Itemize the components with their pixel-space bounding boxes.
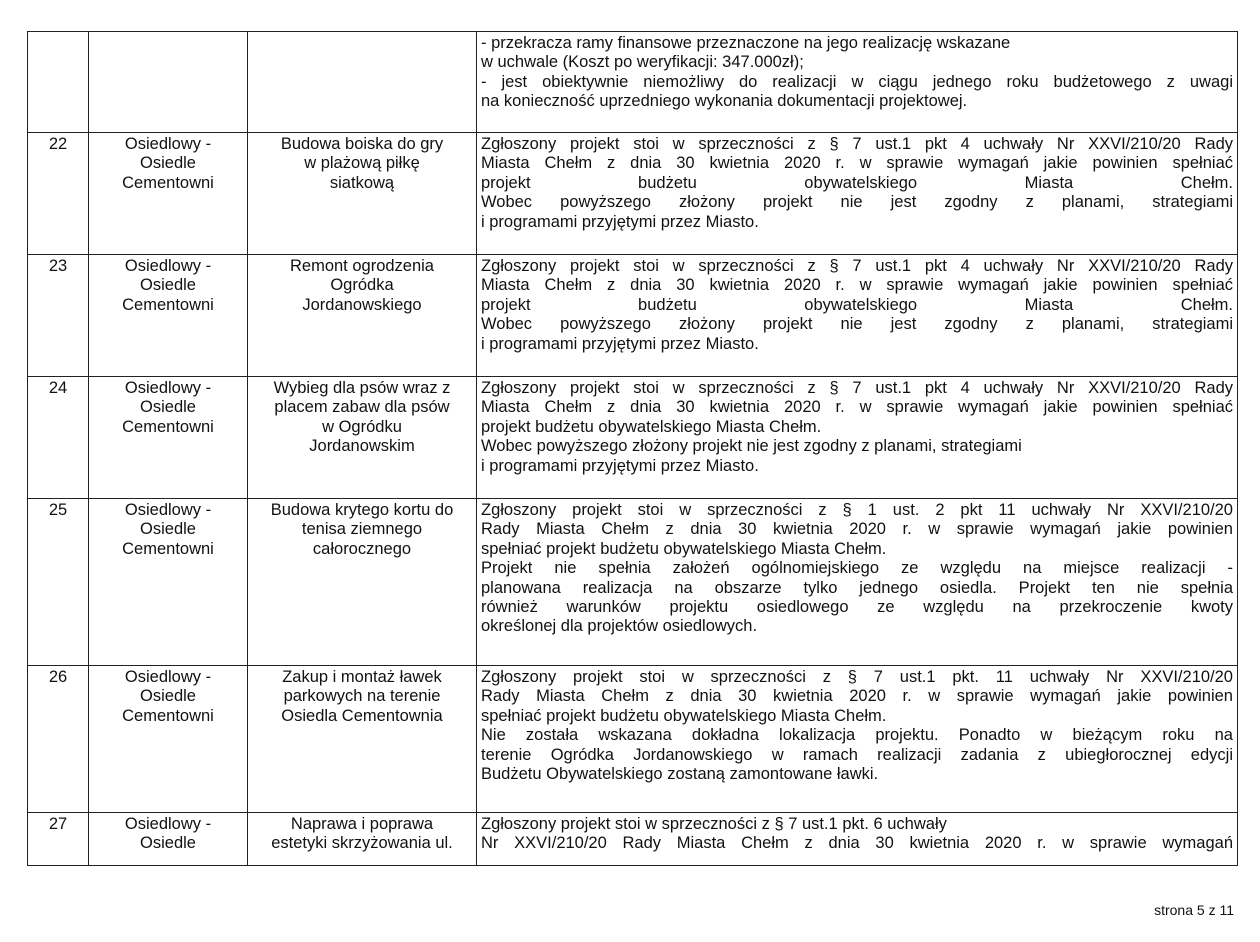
rejection-reason-line: spełniać projekt budżetu obywatelskiego Miasta Chełm. xyxy=(481,706,887,725)
rejection-reason-line: Rady Miasta Chełm z dnia 30 kwietnia 2020 r. w sprawie wymagań jakie powinien xyxy=(481,520,1233,539)
project-title-line: estetyki skrzyżowania ul. xyxy=(271,834,453,853)
project-type-cell xyxy=(89,666,248,813)
project-type-cell xyxy=(89,255,248,377)
row-number: 25 xyxy=(48,501,68,519)
project-title-line: Jordanowskiego xyxy=(302,295,422,314)
project-type-line: Osiedle xyxy=(140,398,196,417)
rejection-reason-line: spełniać projekt budżetu obywatelskiego Miasta Chełm. xyxy=(481,539,887,558)
project-title-cell xyxy=(248,133,477,255)
rejection-reason-cell xyxy=(477,666,1238,813)
rejection-reason-line: planowana realizacja na obszarze tylko jednego osiedla. Projekt ten nie spełnia xyxy=(481,578,1233,597)
row-number: 27 xyxy=(48,815,68,833)
table-row xyxy=(28,377,1238,499)
rejection-reason-cell xyxy=(477,32,1238,133)
rejection-reason-line: Rady Miasta Chełm z dnia 30 kwietnia 2020 r. w sprawie wymagań jakie powinien xyxy=(481,687,1233,706)
rejection-reason-line: Nie została wskazana dokładna lokalizacja projektu. Ponadto w bieżącym roku na xyxy=(481,726,1233,745)
rejection-reason-line: Miasta Chełm z dnia 30 kwietnia 2020 r. w sprawie wymagań jakie powinien spełniać xyxy=(481,276,1233,295)
table-row xyxy=(28,133,1238,255)
rejection-reason-line: na konieczność uprzedniego wykonania dokumentacji projektowej. xyxy=(481,92,968,111)
row-number: 22 xyxy=(48,135,68,153)
rejection-reason-line: i programami przyjętymi przez Miasto. xyxy=(481,334,759,353)
rejection-reason-cell xyxy=(477,255,1238,377)
page-number: strona 5 z 11 xyxy=(1154,902,1234,918)
table-row xyxy=(28,499,1238,666)
rejection-reason-line: - jest obiektywnie niemożliwy do realizacji w ciągu jednego roku budżetowego z uwagi xyxy=(481,72,1233,91)
project-title-line: Remont ogrodzenia xyxy=(289,257,434,275)
project-type-line: Osiedle xyxy=(140,834,196,853)
projects-table-body xyxy=(28,32,1238,866)
project-title-line: placem zabaw dla psów xyxy=(274,398,450,417)
table-row xyxy=(28,255,1238,377)
project-type-line: Osiedlowy - xyxy=(124,135,212,153)
project-title-line: Zakup i montaż ławek xyxy=(282,668,442,686)
project-title-line: Budowa krytego kortu do xyxy=(270,501,454,519)
project-type-line: Osiedlowy - xyxy=(124,815,212,833)
project-type-line: Osiedlowy - xyxy=(124,257,212,275)
row-number: 26 xyxy=(48,668,68,686)
rejection-reason-line: projekt budżetu obywatelskiego Miasta Chełm. xyxy=(481,295,1233,314)
project-title-line: tenisa ziemnego xyxy=(301,520,423,539)
rejection-reason-line: - przekracza ramy finansowe przeznaczone na jego realizację wskazane xyxy=(481,34,1011,52)
project-type-cell xyxy=(89,133,248,255)
projects-table xyxy=(27,31,1238,866)
rejection-reason-line: terenie Ogródka Jordanowskiego w ramach realizacji zadania z ubiegłorocznej edycji xyxy=(481,745,1233,764)
row-number: 24 xyxy=(48,379,68,397)
rejection-reason-line: Wobec powyższego złożony projekt nie jest zgodny z planami, strategiami xyxy=(481,315,1233,334)
project-title-line: siatkową xyxy=(329,173,395,192)
project-type-line: Osiedlowy - xyxy=(124,379,212,397)
rejection-reason-line: określonej dla projektów osiedlowych. xyxy=(481,617,758,636)
rejection-reason-line: Wobec powyższego złożony projekt nie jest zgodny z planami, strategiami xyxy=(481,193,1233,212)
rejection-reason-line: również warunków projektu osiedlowego ze względu na przekroczenie kwoty xyxy=(481,598,1233,617)
project-title-cell xyxy=(248,377,477,499)
project-title-line: Naprawa i poprawa xyxy=(290,815,434,833)
project-type-line: Osiedle xyxy=(140,520,196,539)
rejection-reason-line: Zgłoszony projekt stoi w sprzeczności z § 7 ust.1 pkt. 6 uchwały xyxy=(481,815,947,833)
rejection-reason-cell xyxy=(477,133,1238,255)
project-type-cell xyxy=(89,32,248,133)
rejection-reason-line: w uchwale (Koszt po weryfikacji: 347.000zł); xyxy=(481,53,804,72)
project-title-cell xyxy=(248,813,477,866)
rejection-reason-line: Zgłoszony projekt stoi w sprzeczności z § 7 ust.1 pkt 4 uchwały Nr XXVI/210/20 Rady xyxy=(481,135,1233,153)
row-number: 23 xyxy=(48,257,68,275)
project-type-line: Cementowni xyxy=(122,295,214,314)
project-type-line: Cementowni xyxy=(122,539,214,558)
row-number-cell xyxy=(28,666,89,813)
project-title-line: Budowa boiska do gry xyxy=(280,135,444,153)
project-title-line: Jordanowskim xyxy=(309,437,415,456)
project-title-line: w Ogródku xyxy=(322,417,402,436)
rejection-reason-line: Budżetu Obywatelskiego zostaną zamontowane ławki. xyxy=(481,765,879,784)
project-type-line: Cementowni xyxy=(122,706,214,725)
project-type-cell xyxy=(89,499,248,666)
rejection-reason-line: Miasta Chełm z dnia 30 kwietnia 2020 r. w sprawie wymagań jakie powinien spełniać xyxy=(481,154,1233,173)
rejection-reason-cell xyxy=(477,813,1238,866)
rejection-reason-line: Zgłoszony projekt stoi w sprzeczności z § 1 ust. 2 pkt 11 uchwały Nr XXVI/210/20 xyxy=(481,501,1233,519)
project-title-cell xyxy=(248,255,477,377)
rejection-reason-line: Zgłoszony projekt stoi w sprzeczności z § 7 ust.1 pkt. 11 uchwały Nr XXVI/210/20 xyxy=(481,668,1233,686)
rejection-reason-line: Projekt nie spełnia założeń ogólnomiejskiego ze względu na miejsce realizacji - xyxy=(481,559,1233,578)
rejection-reason-line: Wobec powyższego złożony projekt nie jest zgodny z planami, strategiami xyxy=(481,437,1022,456)
project-type-cell xyxy=(89,813,248,866)
rejection-reason-line: i programami przyjętymi przez Miasto. xyxy=(481,212,759,231)
project-title-cell xyxy=(248,499,477,666)
rejection-reason-line: i programami przyjętymi przez Miasto. xyxy=(481,456,759,475)
project-title-line: parkowych na terenie xyxy=(283,687,441,706)
project-type-line: Osiedle xyxy=(140,154,196,173)
row-number-cell xyxy=(28,813,89,866)
project-type-line: Cementowni xyxy=(122,173,214,192)
rejection-reason-cell xyxy=(477,377,1238,499)
project-type-line: Osiedlowy - xyxy=(124,668,212,686)
project-type-cell xyxy=(89,377,248,499)
project-type-line: Osiedlowy - xyxy=(124,501,212,519)
row-number-cell xyxy=(28,377,89,499)
row-number-cell xyxy=(28,32,89,133)
rejection-reason-line: projekt budżetu obywatelskiego Miasta Chełm. xyxy=(481,417,822,436)
row-number-cell xyxy=(28,255,89,377)
rejection-reason-line: Miasta Chełm z dnia 30 kwietnia 2020 r. w sprawie wymagań jakie powinien spełniać xyxy=(481,398,1233,417)
project-title-cell xyxy=(248,666,477,813)
project-title-line: w plażową piłkę xyxy=(304,154,420,173)
project-type-line: Osiedle xyxy=(140,687,196,706)
project-title-line: całorocznego xyxy=(312,539,412,558)
table-row xyxy=(28,813,1238,866)
project-title-line: Wybieg dla psów wraz z xyxy=(273,379,451,397)
table-row xyxy=(28,666,1238,813)
project-title-line: Ogródka xyxy=(330,276,394,295)
project-title-line: Osiedla Cementownia xyxy=(281,706,443,725)
row-number-cell xyxy=(28,499,89,666)
project-type-line: Cementowni xyxy=(122,417,214,436)
row-number-cell xyxy=(28,133,89,255)
rejection-reason-line: projekt budżetu obywatelskiego Miasta Chełm. xyxy=(481,173,1233,192)
project-type-line: Osiedle xyxy=(140,276,196,295)
rejection-reason-line: Nr XXVI/210/20 Rady Miasta Chełm z dnia 30 kwietnia 2020 r. w sprawie wymagań xyxy=(481,834,1233,853)
table-row xyxy=(28,32,1238,133)
project-title-cell xyxy=(248,32,477,133)
rejection-reason-line: Zgłoszony projekt stoi w sprzeczności z § 7 ust.1 pkt 4 uchwały Nr XXVI/210/20 Rady xyxy=(481,257,1233,275)
rejection-reason-cell xyxy=(477,499,1238,666)
rejection-reason-line: Zgłoszony projekt stoi w sprzeczności z § 7 ust.1 pkt 4 uchwały Nr XXVI/210/20 Rady xyxy=(481,379,1233,397)
